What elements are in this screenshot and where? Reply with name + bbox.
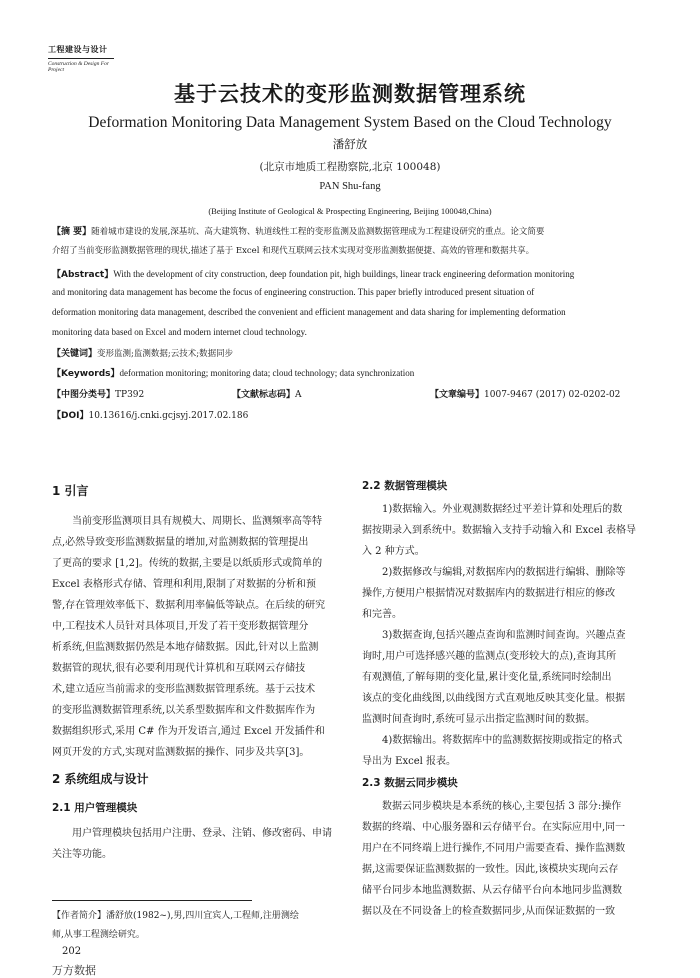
abstract-en-text: deformation monitoring data management, described the convenient and efficient management and data sharing for implementing deformation	[52, 307, 566, 317]
body-line: 析系统,但监测数据仍然是本地存储数据。因此,针对以上监测	[52, 642, 319, 653]
body-line: 储平台同步本地监测数据、从云存储平台向本地同步监测数	[362, 885, 622, 896]
author-name-cn: 潘舒放	[332, 137, 368, 151]
body-line: 监测时间查询时,系统可显示出指定监测时间的数据。	[362, 714, 596, 725]
journal-header	[48, 44, 114, 73]
abstract-cn-tag: 【摘 要】	[52, 227, 92, 237]
footnote-divider	[52, 900, 252, 901]
doc-tag: 【文献标志码】	[232, 390, 296, 400]
abstract-en-tag: 【Abstract】	[52, 270, 114, 280]
clc-tag: 【中图分类号】	[52, 390, 116, 400]
body-line: 数据的终端、中心服务器和云存储平台。在实际应用中,同一	[362, 822, 626, 833]
doi	[52, 408, 248, 421]
doi-value: 10.13616/j.cnki.gcjsyj.2017.02.186	[88, 411, 249, 421]
abstract-en-line	[52, 287, 658, 297]
abstract-cn-text: 介绍了当前变形监测数据管理的现状,描述了基于 Excel 和现代互联网云技术实现对变形监测数据便捷、高效的管理和数据共享。	[52, 246, 535, 256]
abstract-en-text: With the development of city construction, deep foundation pit, high buildings, linear track engineering deformation monitoring	[113, 269, 575, 279]
body-line: 了更高的要求 [1,2]。传统的数据,主要是以纸质形式或简单的	[52, 558, 323, 569]
abstract-en-text: monitoring data based on Excel and modern internet cloud technology.	[52, 327, 307, 337]
body-line: 中,工程技术人员针对具体项目,开发了若干变形数据管理分	[52, 621, 309, 632]
keywords-en-text: deformation monitoring; monitoring data; cloud technology; data synchronization	[119, 368, 415, 378]
article-value: 1007-9467 (2017) 02-0202-02	[484, 390, 621, 400]
body-line: 点,必然导致变形监测数据量的增加,对监测数据的管理提出	[52, 537, 309, 548]
body-line: 有观测值,了解每期的变化量,累计变化量,系统同时绘制出	[362, 672, 612, 683]
section-2-2-heading: 2.2 数据管理模块	[362, 480, 448, 492]
body-line: Excel 表格形式存储、管理和利用,限制了对数据的分析和预	[52, 579, 317, 590]
article-tag: 【文章编号】	[430, 390, 485, 400]
body-line: 2)数据修改与编辑,对数据库内的数据进行编辑、删除等	[382, 567, 626, 578]
journal-name-cn: 工程建设与设计	[48, 45, 108, 54]
abstract-en-line	[52, 307, 658, 317]
author-bio-line: 【作者简介】潘舒放(1982~),男,四川宜宾人,工程师,注册测绘	[52, 911, 299, 921]
doi-tag: 【DOI】	[52, 411, 89, 421]
body-line: 用户管理模块包括用户注册、登录、注销、修改密码、申请	[72, 828, 332, 839]
body-line: 据按期录入到系统中。数据输入支持手动输入和 Excel 表格导	[362, 525, 637, 536]
section-1-heading: 1 引言	[52, 484, 89, 498]
body-line: 用户在不同终端上进行操作,不同用户需要查看、操作监测数	[362, 843, 626, 854]
paper-title-cn: 基于云技术的变形监测数据管理系统	[174, 82, 526, 106]
abstract-en-line	[52, 267, 658, 280]
paper-title-en: Deformation Monitoring Data Management System Based on the Cloud Technology	[88, 114, 612, 131]
body-line: 操作,方便用户根据情况对数据库内的数据进行相应的修改	[362, 588, 616, 599]
affiliation-cn: (北京市地质工程勘察院,北京 100048)	[259, 161, 441, 173]
affiliation-en: (Beijing Institute of Geological & Prospecting Engineering, Beijing 100048,China)	[208, 206, 492, 216]
section-2-3-heading: 2.3 数据云同步模块	[362, 777, 458, 789]
body-line: 1)数据输入。外业观测数据经过平差计算和处理后的数	[382, 504, 623, 515]
body-line: 关注等功能。	[52, 849, 112, 860]
keywords-cn-text: 变形监测;监测数据;云技术;数据同步	[97, 349, 234, 359]
body-line: 和完善。	[362, 609, 402, 620]
body-line: 数据管的现状,很有必要利用现代计算机和互联网云存储技	[52, 663, 306, 674]
document-code	[232, 387, 302, 400]
clc-value: TP392	[115, 390, 145, 400]
body-line: 入 2 种方式。	[362, 546, 425, 557]
body-line: 的变形监测数据管理系统,以关系型数据库和文件数据库作为	[52, 705, 316, 716]
body-line: 当前变形监测项目具有规模大、周期长、监测频率高等特	[72, 516, 322, 527]
body-line: 网页开发的方式,实现对监测数据的操作、同步及共享[3]。	[52, 747, 310, 758]
abstract-cn-text: 随着城市建设的发展,深基坑、高大建筑物、轨道线性工程的变形监测及监测数据管理成为工程建设研究的重点。论文简要	[91, 227, 545, 237]
journal-name-en: Construction & Design For Project	[48, 58, 114, 73]
section-2-1-heading: 2.1 用户管理模块	[52, 802, 138, 814]
keywords-en	[52, 366, 658, 379]
author-name-en: PAN Shu-fang	[319, 181, 381, 192]
body-line: 术,建立适应当前需求的变形监测数据管理系统。基于云技术	[52, 684, 316, 695]
body-line: 3)数据查询,包括兴趣点查询和监测时间查询。兴趣点查	[382, 630, 626, 641]
keywords-cn	[52, 346, 658, 359]
abstract-en-text: and monitoring data management has become the focus of engineering construction. This paper briefly introduced present situation of	[52, 287, 535, 297]
body-line: 询时,用户可选择感兴趣的监测点(变形较大的点),查询其所	[362, 651, 617, 662]
body-line: 数据云同步模块是本系统的核心,主要包括 3 部分:操作	[382, 801, 622, 812]
abstract-cn-line	[52, 244, 658, 256]
page-number: 202	[62, 946, 82, 957]
keywords-cn-tag: 【关键词】	[52, 349, 98, 359]
doc-value: A	[295, 390, 302, 400]
body-line: 该点的变化曲线图,以曲线图方式直观地反映其变化量。根据	[362, 693, 626, 704]
body-line: 数据组织形式,采用 C# 作为开发语言,通过 Excel 开发插件和	[52, 726, 325, 737]
body-line: 据以及在不同设备上的检查数据同步,从而保证数据的一致	[362, 906, 616, 917]
author-bio-line: 师,从事工程测绘研究。	[52, 930, 145, 940]
body-line: 导出为 Excel 报表。	[362, 756, 457, 767]
article-number	[430, 387, 620, 400]
abstract-cn-line	[52, 224, 658, 237]
keywords-en-tag: 【Keywords】	[52, 369, 120, 379]
body-line: 警,存在管理效率低下、数据利用率偏低等缺点。在后续的研究	[52, 600, 326, 611]
clc-number	[52, 387, 144, 400]
section-2-heading: 2 系统组成与设计	[52, 772, 149, 786]
abstract-en-line	[52, 327, 658, 337]
body-line: 据,这需要保证监测数据的一致性。因此,该模块实现向云存	[362, 864, 619, 875]
watermark: 万方数据	[52, 964, 96, 977]
body-line: 4)数据输出。将数据库中的监测数据按期或指定的格式	[382, 735, 623, 746]
